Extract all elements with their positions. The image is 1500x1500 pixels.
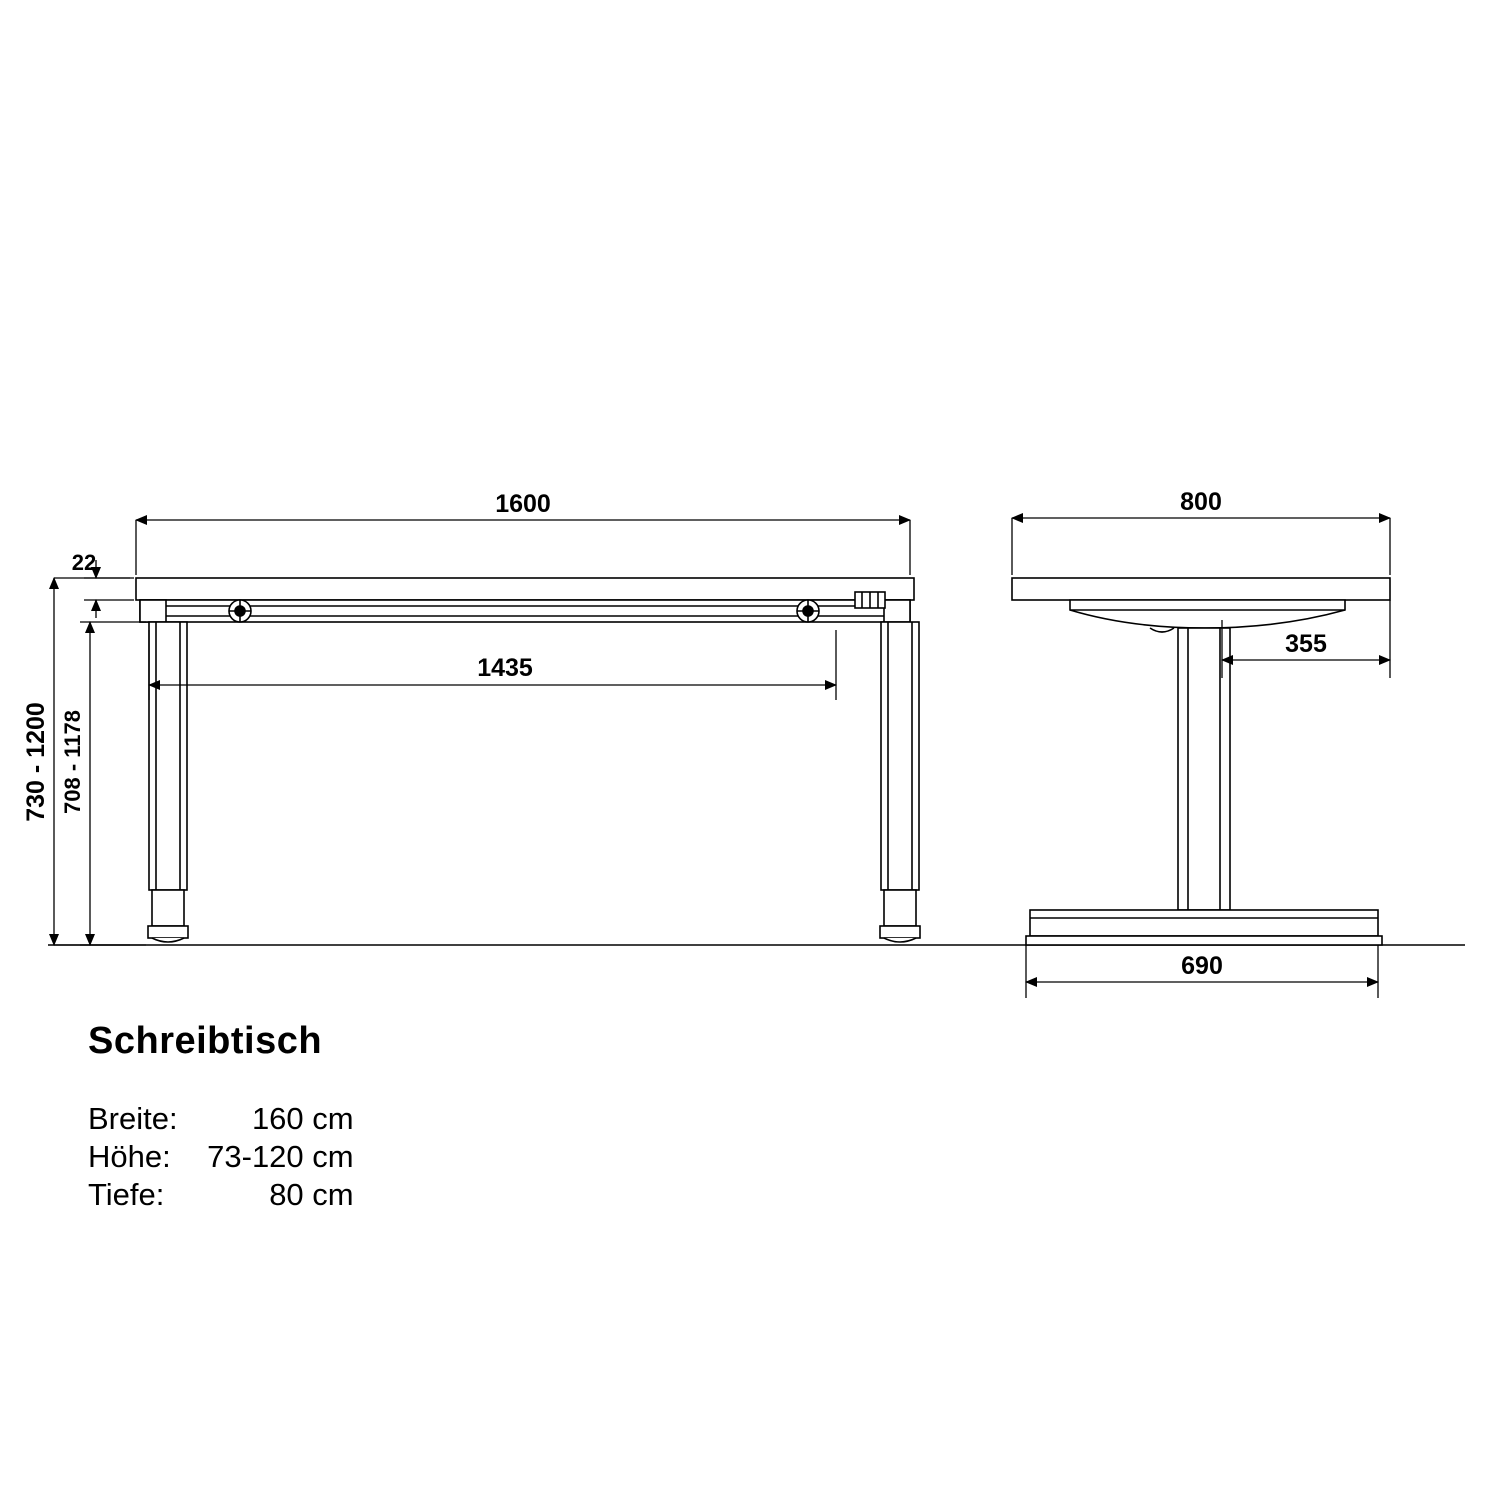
spec-label-breite: Breite:: [88, 1101, 178, 1136]
page-title: Schreibtisch: [88, 1020, 323, 1062]
spec-value-hoehe: 73-120 cm: [207, 1139, 354, 1174]
spec-value-tiefe: 80 cm: [269, 1177, 354, 1212]
dim-label-height-range: 730 - 1200: [22, 702, 50, 822]
dim-depth-total: [1012, 518, 1390, 575]
spec-row-hoehe: [88, 1138, 354, 1176]
dim-leg-height-range: [80, 622, 146, 945]
dim-label-width-total: 1600: [495, 490, 551, 518]
front-view-geometry: [48, 578, 1465, 945]
dim-label-foot-span: 1435: [477, 654, 533, 682]
side-view-geometry: [1012, 578, 1390, 945]
dim-label-depth-total: 800: [1180, 488, 1222, 516]
spec-label-tiefe: Tiefe:: [88, 1177, 165, 1212]
dim-width-total: [136, 520, 910, 575]
dim-label-frame-depth: 355: [1285, 630, 1327, 658]
spec-label-hoehe: Höhe:: [88, 1139, 171, 1174]
spec-value-breite: 160 cm: [251, 1101, 354, 1136]
dim-label-leg-height-range: 708 - 1178: [60, 710, 85, 814]
spec-row-tiefe: [88, 1176, 354, 1214]
dim-label-top-thickness: 22: [71, 550, 97, 575]
spec-table: [88, 1100, 354, 1214]
dim-label-base-depth: 690: [1181, 952, 1223, 980]
spec-row-breite: [88, 1100, 354, 1138]
